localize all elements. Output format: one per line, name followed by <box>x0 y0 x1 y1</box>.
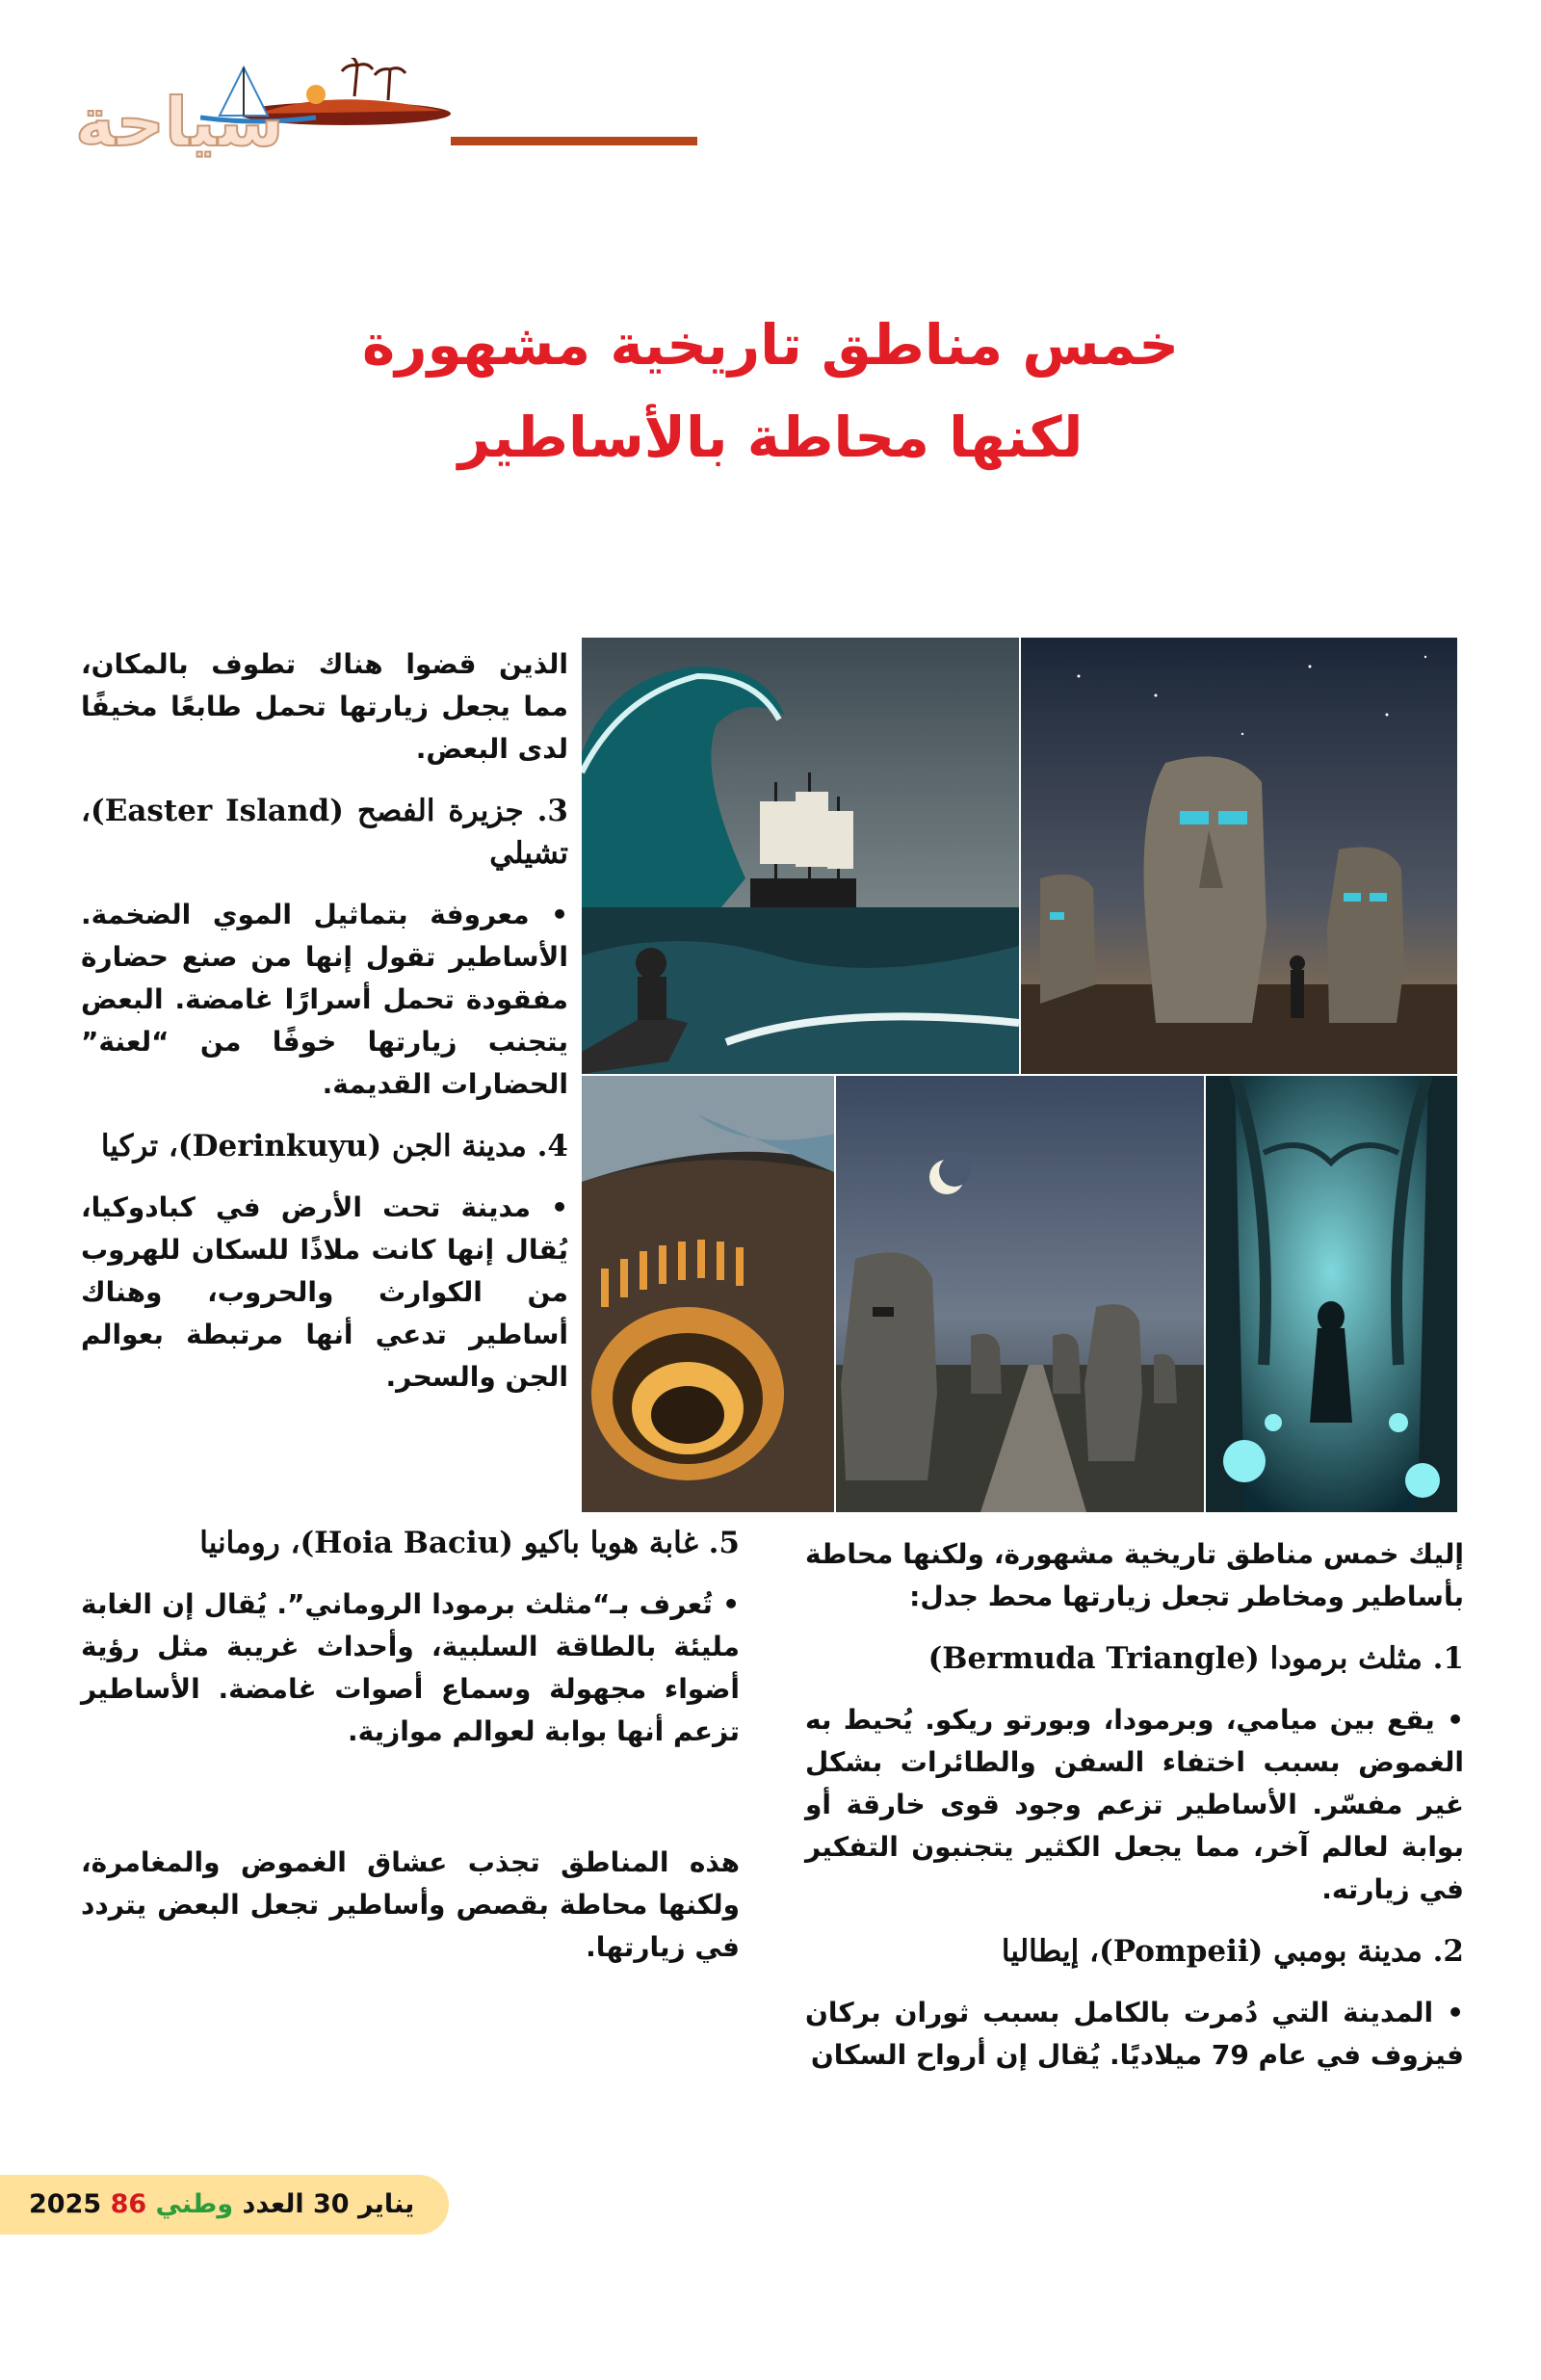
moai-statue-left <box>1040 875 1096 1004</box>
magazine-section-logo <box>75 58 624 164</box>
footer-issue-number: 30 <box>313 2189 350 2219</box>
intro-paragraph: إليك خمس مناطق تاريخية مشهورة، ولكنها محاطة بأساطير ومخاطر تجعل زيارتها محط جدل: <box>805 1538 1464 1612</box>
moai-statue-right <box>1327 848 1404 1024</box>
continuation-paragraph: الذين قضوا هناك تطوف بالمكان، مما يجعل زيارتها تحمل طابعًا مخيفًا لدى البعض. <box>81 648 568 765</box>
page-footer <box>0 2175 449 2235</box>
footer-text <box>29 2175 414 2235</box>
footer-month: يناير <box>358 2189 415 2219</box>
derinkuyu-image <box>582 1076 834 1512</box>
title-line-2: لكنها محاطة بالأساطير <box>457 405 1084 470</box>
footer-magazine-name: وطني <box>155 2189 234 2219</box>
moai-moon-image <box>836 1076 1204 1512</box>
lower-left-column <box>81 1522 740 1988</box>
title-line-1: خمس مناطق تاريخية مشهورة <box>361 312 1180 378</box>
moai-statue-front <box>841 1252 937 1480</box>
ship-wave-image <box>582 638 1019 1074</box>
paragraph-easter-island: • معروفة بتماثيل الموي الضخمة. الأساطير تقول إنها من صنع حضارة مفقودة تحمل أسرارًا غامضة. البعض يتجنب زيارتها خوفًا من “لعنة” الحضارات القديمة. <box>81 899 568 1100</box>
moai-starry-image <box>1021 638 1457 1074</box>
heading-bermuda: 1. مثلث برمودا (Bermuda Triangle) <box>927 1641 1464 1676</box>
heading-easter-island: 3. جزيرة الفصح (Easter Island)، تشيلي <box>81 794 568 871</box>
moai-statue-large <box>1144 756 1267 1023</box>
upper-left-column <box>81 643 568 1418</box>
article-title <box>318 299 1223 484</box>
logo-underline <box>451 137 697 145</box>
footer-issue-label: العدد <box>242 2189 304 2219</box>
haunted-forest-image <box>1206 1076 1457 1512</box>
paragraph-hoia-baciu: • تُعرف بـ“مثلث برمودا الروماني”. يُقال إن الغابة مليئة بالطاقة السلبية، وأحداث غريبة مثل رؤية أضواء مجهولة وسماع أصوات غامضة. الأساطير تزعم أنها بوابة لعوالم موازية. <box>81 1588 740 1747</box>
paragraph-derinkuyu: • مدينة تحت الأرض في كبادوكيا، يُقال إنها كانت ملاذًا للسكان للهروب من الكوارث والحروب، وهناك أساطير تدعي أنها مرتبطة بعوالم الجن والسحر. <box>81 1191 568 1393</box>
heading-derinkuyu: 4. مدينة الجن (Derinkuyu)، تركيا <box>100 1129 568 1164</box>
footer-page-number: 86 <box>110 2189 147 2219</box>
logo-text: سياحة <box>75 83 284 162</box>
heading-pompeii: 2. مدينة بومبي (Pompeii)، إيطاليا <box>1001 1934 1464 1969</box>
footer-year: 2025 <box>29 2189 102 2219</box>
right-column <box>805 1533 1464 2096</box>
heading-hoia-baciu: 5. غابة هويا باكيو (Hoia Baciu)، رومانيا <box>199 1526 740 1560</box>
paragraph-pompeii: • المدينة التي دُمرت بالكامل بسبب ثوران بركان فيزوف في عام 79 ميلاديًا. يُقال إن أرواح السكان <box>805 1997 1464 2071</box>
paragraph-bermuda: • يقع بين ميامي، وبرمودا، وبورتو ريكو. يُحيط به الغموض بسبب اختفاء السفن والطائرات بشكل غير مفسّر. الأساطير تزعم وجود قوى خارقة أو بوابة لعالم آخر، مما يجعل الكثير يتجنبون التفكير في زيارته. <box>805 1704 1464 1905</box>
closing-paragraph: هذه المناطق تجذب عشاق الغموض والمغامرة، ولكنها محاطة بقصص وأساطير تجعل البعض يتردد في زيارتها. <box>81 1846 740 1963</box>
